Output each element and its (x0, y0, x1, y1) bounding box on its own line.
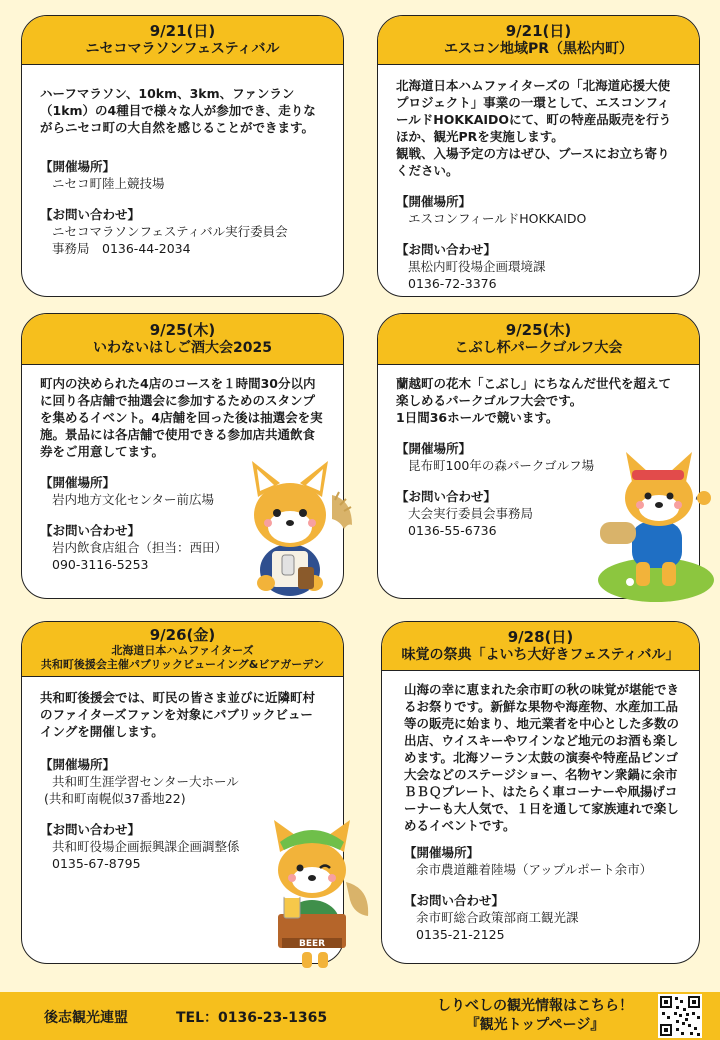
event-description: ハーフマラソン、10km、3km、ファンラン（1km）の4種目で様々な人が参加でき、走りながらニセコ町の大自然を感じることができます。 (40, 86, 316, 135)
footer-phone[interactable]: TEL：0136-23-1365 (176, 1010, 328, 1026)
venue-label: 【開催場所】 (396, 194, 472, 209)
venue-name: 余市農道離着陸場（アップルポート余市） (416, 862, 653, 877)
event-description: 共和町後援会では、町民の皆さま並びに近隣町村のファイターズファンを対象にパブリックビューイングを開催します。 (40, 690, 316, 739)
contact-phone: 0136-55-6736 (408, 523, 497, 538)
contact-label: 【お問い合わせ】 (40, 207, 141, 222)
venue-name: 昆布町100年の森パークゴルフ場 (408, 458, 595, 473)
contact-label: 【お問い合わせ】 (396, 489, 497, 504)
event-card-yoichi-festival (381, 621, 700, 964)
card-header (378, 16, 699, 65)
venue-label: 【開催場所】 (404, 845, 480, 860)
footer-organization: 後志観光連盟 (44, 1010, 128, 1026)
event-title: 味覚の祭典「よいち大好きフェスティバル」 (401, 647, 680, 663)
footer-promo-line2: 『観光トップページ』 (465, 1017, 605, 1033)
contact-line: 共和町役場企画振興課企画調整係 (52, 839, 240, 854)
contact-label: 【お問い合わせ】 (404, 893, 505, 908)
fox-mascot-golf-illustration (596, 452, 720, 604)
contact-line: 岩内飲食店組合（担当：西田） (52, 540, 228, 555)
event-card-niseko-marathon (21, 15, 344, 297)
venue-label: 【開催場所】 (40, 475, 116, 490)
beer-crate-label: BEER (298, 939, 326, 949)
contact-line: ニセコマラソンフェスティバル実行委員会 (52, 224, 288, 239)
venue-name: エスコンフィールドHOKKAIDO (408, 211, 587, 226)
card-header (22, 314, 343, 365)
event-date: 9/26(金) (149, 626, 216, 644)
contact-line: 黒松内町役場企画環境課 (408, 259, 546, 274)
event-date: 9/25(木) (505, 321, 572, 339)
event-date: 9/21(日) (149, 22, 216, 40)
venue-name: ニセコ町陸上競技場 (52, 176, 165, 191)
venue-name: 岩内地方文化センター前広場 (52, 492, 215, 507)
event-description: 町内の決められた4店のコースを１時間30分以内に回り各店舗で抽選会に参加するためのスタンプを集めるイベント。4店舗を回った後は抽選会を実施。景品には各店舗で使用できる参加店共通飲食券をご用意してます。 (40, 376, 323, 459)
event-title: ニセコマラソンフェスティバル (85, 41, 280, 57)
event-date: 9/25(木) (149, 321, 216, 339)
event-description: 山海の幸に恵まれた余市町の秋の味覚が堪能できるお祭りです。新鮮な果物や海産物、水産加工品等の販売に始まり、地元業者を中心とした多数の出店、ウイスキーやワインなど地元のお酒も楽しめます。北海ソーラン太鼓の演奏や特産品ビンゴ大会などのステージショー、名物ヤン衆鍋に余市ＢＢＱプレート、はたらく車コーナーや凧揚げコーナーも大人気で、１日を通して家族連れで楽しめるイベントです。 (404, 682, 680, 833)
qr-code-icon[interactable] (658, 994, 702, 1038)
card-header (378, 314, 699, 365)
event-title: エスコン地域PR（黒松内町） (443, 41, 634, 57)
event-description: 蘭越町の花木「こぶし」にちなんだ世代を超えて楽しめるパークゴルフ大会です。 1日間36ホールで競います。 (396, 376, 672, 425)
contact-phone: 0135-67-8795 (52, 856, 141, 871)
contact-label: 【お問い合わせ】 (40, 822, 141, 837)
venue-label: 【開催場所】 (396, 441, 472, 456)
event-card-escon-pr (377, 15, 700, 297)
event-title: 北海道日本ハムファイターズ 共和町後援会主催パブリックビューイング&ビアガーデン (40, 644, 325, 671)
venue-address: (共和町南幌似37番地22) (44, 791, 186, 806)
event-title: いわないはしご酒大会2025 (93, 340, 272, 356)
card-header (382, 622, 699, 671)
card-header (22, 16, 343, 65)
contact-phone: 事務局 0136-44-2034 (52, 241, 191, 256)
fox-mascot-beer-illustration (262, 812, 374, 972)
fox-mascot-sake-illustration (240, 455, 360, 600)
contact-label: 【お問い合わせ】 (40, 523, 141, 538)
contact-phone: 0135-21-2125 (416, 927, 505, 942)
venue-name: 共和町生涯学習センター大ホール (52, 774, 239, 789)
contact-label: 【お問い合わせ】 (396, 242, 497, 257)
contact-line: 余市町総合政策部商工観光課 (416, 910, 579, 925)
contact-phone: 090-3116-5253 (52, 557, 149, 572)
event-date: 9/21(日) (505, 22, 572, 40)
event-description: 北海道日本ハムファイターズの「北海道応援大使プロジェクト」事業の一環として、エスコンフィールドHOKKAIDOにて、町の特産品販売を行うほか、観光PRを実施します。 観戦、入場予定の方はぜひ、ブースにお立ち寄りください。 (396, 78, 672, 178)
footer-promo-line1: しりべしの観光情報はこちら！ (437, 998, 633, 1014)
venue-label: 【開催場所】 (40, 159, 116, 174)
event-date: 9/28(日) (507, 628, 574, 646)
footer-promo[interactable] (420, 997, 650, 1035)
contact-phone: 0136-72-3376 (408, 276, 497, 291)
venue-label: 【開催場所】 (40, 757, 116, 772)
contact-line: 大会実行委員会事務局 (408, 506, 534, 521)
footer-bar (0, 992, 720, 1040)
event-title: こぶし杯パークゴルフ大会 (454, 340, 623, 356)
card-header (22, 622, 343, 677)
